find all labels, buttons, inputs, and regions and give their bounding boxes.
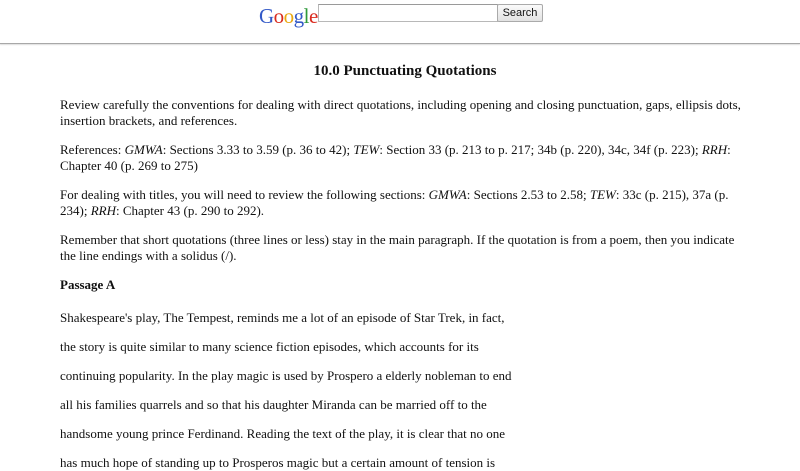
tew-text: : Section 33 (p. 213 to p. 217; 34b (p. 220), 34c, 34f (p. 223); bbox=[379, 142, 702, 157]
page-title: 10.0 Punctuating Quotations bbox=[313, 63, 497, 79]
google-search-header bbox=[0, 0, 800, 44]
google-logo[interactable] bbox=[259, 5, 324, 27]
rrh-label: RRH bbox=[90, 203, 116, 218]
logo-letter: G bbox=[259, 4, 274, 28]
document-body bbox=[60, 62, 750, 471]
passage-heading: Passage A bbox=[60, 277, 116, 292]
logo-letter: e bbox=[309, 4, 318, 28]
passage-line: the story is quite similar to many science fiction episodes, which accounts for its bbox=[60, 339, 479, 354]
references-lead: References: bbox=[60, 142, 125, 157]
passage-line: has much hope of standing up to Prosperos magic but a certain amount of tension is bbox=[60, 455, 496, 470]
tew-label: TEW bbox=[589, 187, 616, 202]
rrh-text: : Chapter 43 (p. 290 to 292). bbox=[115, 203, 265, 218]
logo-letter: o bbox=[283, 4, 294, 28]
titles-paragraph bbox=[60, 187, 750, 219]
passage-line: handsome young prince Ferdinand. Reading the text of the play, it is clear that no one bbox=[60, 426, 506, 441]
gmwa-text: : Sections 3.33 to 3.59 (p. 36 to 42); bbox=[162, 142, 354, 157]
logo-letter: g bbox=[293, 4, 304, 28]
tew-text: : 33c (p. 215), 37a (p. 234); bbox=[60, 187, 729, 218]
gmwa-text: : Sections 2.53 to 2.58; bbox=[466, 187, 590, 202]
reminder-paragraph: Remember that short quotations (three lines or less) stay in the main paragraph. If the quotation is from a poem, then you indicate the line endings with a solidus (/). bbox=[60, 232, 735, 263]
rrh-label: RRH bbox=[701, 142, 728, 157]
logo-letter: l bbox=[303, 4, 310, 28]
intro-paragraph: Review carefully the conventions for dealing with direct quotations, including opening and closing punctuation, gaps, ellipsis dots, insertion brackets, and references. bbox=[60, 97, 741, 128]
passage-text bbox=[60, 310, 750, 471]
tew-label: TEW bbox=[353, 142, 380, 157]
passage-line: all his families quarrels and so that his daughter Miranda can be married off to the bbox=[60, 397, 487, 412]
gmwa-label: GMWA bbox=[124, 142, 163, 157]
rrh-text: : Chapter 40 (p. 269 to 275) bbox=[60, 142, 731, 173]
logo-letter: o bbox=[273, 4, 284, 28]
passage-line: continuing popularity. In the play magic is used by Prospero a elderly nobleman to end bbox=[60, 368, 512, 383]
gmwa-label: GMWA bbox=[428, 187, 467, 202]
references-paragraph bbox=[60, 142, 750, 174]
passage-line: Shakespeare's play, The Tempest, reminds me a lot of an episode of Star Trek, in fact, bbox=[60, 310, 505, 325]
search-button[interactable]: Search bbox=[497, 4, 543, 22]
titles-lead: For dealing with titles, you will need to review the following sections: bbox=[60, 187, 429, 202]
header-divider bbox=[0, 43, 800, 44]
search-input[interactable] bbox=[318, 4, 498, 22]
